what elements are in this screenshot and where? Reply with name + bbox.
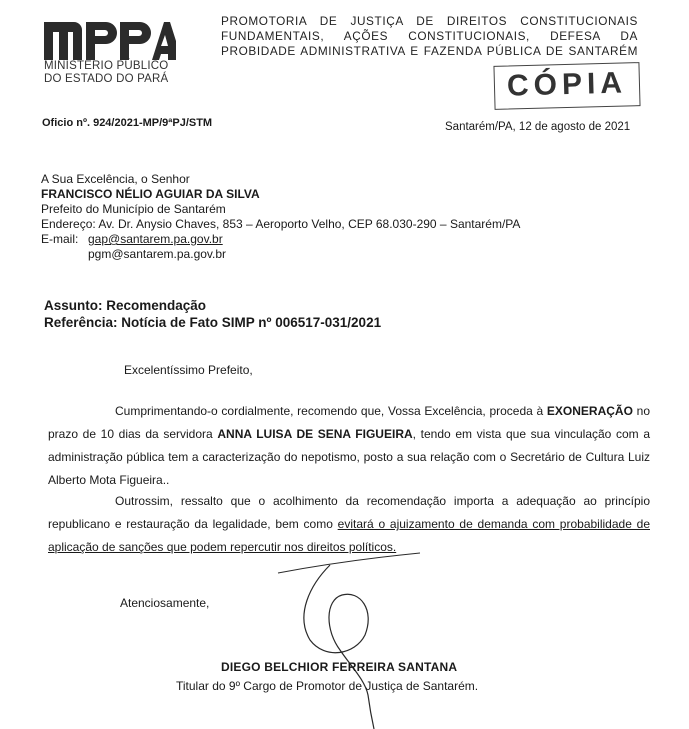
copy-stamp: CÓPIA	[493, 62, 640, 110]
recipient-name: FRANCISCO NÉLIO AGUIAR DA SILVA	[41, 187, 260, 201]
header-line-1: PROMOTORIA DE JUSTIÇA DE DIREITOS CONSTITUCIONAIS	[221, 14, 638, 28]
recipient-greeting: A Sua Excelência, o Senhor	[41, 172, 190, 186]
email-link-2[interactable]: pgm@santarem.pa.gov.br	[88, 247, 227, 261]
subject-assunto: Assunto: Recomendação	[44, 298, 207, 313]
p1-exoneracao: EXONERAÇÃO	[546, 404, 633, 418]
recipient-role: Prefeito do Município de Santarém	[41, 202, 226, 216]
p2-text-a: Outrossim, ressalto que o acolhimento da recomendação importa a adequação ao princípio republicano e restauração da legalidade, bem como	[48, 494, 650, 531]
logo-line-1: MINISTÉRIO PÚBLICO	[44, 60, 169, 72]
email-label: E-mail:	[41, 232, 79, 246]
logo-subtitle	[44, 60, 168, 86]
p1-text-c: no prazo de 10 dias da servidora	[48, 404, 650, 441]
p1-text-a: Cumprimentando-o cordialmente, recomendo que, Vossa Excelência, proceda à	[115, 404, 544, 418]
subject-referencia: Referência: Notícia de Fato SIMP nº 006517-031/2021	[44, 315, 382, 330]
p1-text-e: , tendo em vista que sua vinculação com a administração pública tem a caracterização do nepotismo, posto a sua relação com o Secretário de Cultura Luiz Alberto Mota Figueira..	[48, 427, 651, 487]
recipient-block	[41, 172, 520, 262]
header-line-3: PROBIDADE ADMINISTRATIVA E FAZENDA PÚBLICA DE SANTARÉM	[221, 44, 638, 58]
subject-block	[44, 297, 381, 331]
logo-line-2: DO ESTADO DO PARÁ	[44, 73, 169, 85]
closing: Atenciosamente,	[120, 596, 210, 610]
handwritten-signature	[270, 545, 430, 729]
paragraph-1	[48, 400, 650, 492]
header-line-2: FUNDAMENTAIS, AÇÕES CONSTITUCIONAIS, DEFESA DA	[221, 29, 638, 43]
p1-servidora-name: ANNA LUISA DE SENA FIGUEIRA	[217, 427, 413, 441]
signatory-title: Titular do 9º Cargo de Promotor de Justiça de Santarém.	[176, 679, 479, 693]
email-line	[41, 232, 520, 247]
mppa-logo	[44, 14, 176, 60]
p2-underlined: evitará o ajuizamento de demanda com probabilidade de aplicação de sanções que podem repercutir nos direitos políticos.	[48, 517, 650, 554]
city-date: Santarém/PA, 12 de agosto de 2021	[445, 121, 631, 133]
signatory-name: DIEGO BELCHIOR FERREIRA SANTANA	[221, 660, 458, 674]
oficio-number: Oficio nº. 924/2021-MP/9ªPJ/STM	[42, 117, 213, 129]
salutation: Excelentíssimo Prefeito,	[124, 363, 253, 377]
institution-header	[221, 14, 638, 59]
email-link-1[interactable]: gap@santarem.pa.gov.br	[88, 232, 223, 246]
recipient-address: Endereço: Av. Dr. Anysio Chaves, 853 – Aeroporto Velho, CEP 68.030-290 – Santarém/PA	[41, 217, 521, 231]
